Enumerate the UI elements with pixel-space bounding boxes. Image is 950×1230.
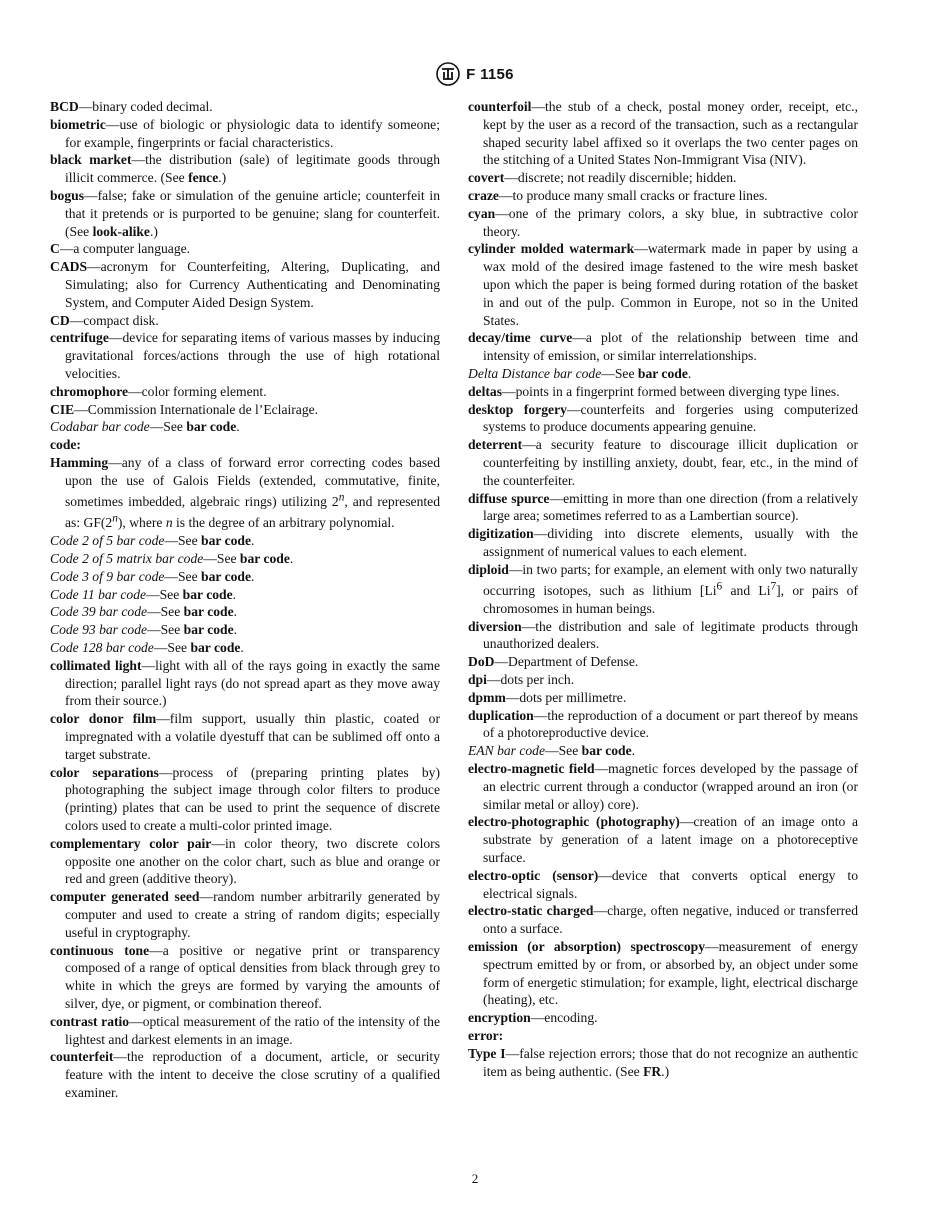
glossary-term: diffuse spurce (468, 490, 550, 506)
glossary-entry (468, 902, 858, 938)
glossary-entry (50, 151, 440, 187)
glossary-definition: —dots per inch. (486, 672, 575, 688)
glossary-term: diploid (468, 561, 509, 577)
glossary-entry (468, 760, 858, 813)
glossary-term: electro-magnetic field (468, 761, 595, 777)
glossary-definition: —color forming element. (128, 383, 267, 399)
glossary-entry (50, 1048, 440, 1101)
glossary-term: Delta Distance bar code (468, 365, 602, 381)
glossary-term: emission (or absorption) spectroscopy (468, 938, 705, 954)
glossary-entry (468, 618, 858, 654)
glossary-term: bogus (50, 187, 85, 203)
glossary-term: Code 128 bar code (50, 639, 154, 655)
glossary-term: EAN bar code (468, 743, 546, 759)
glossary-term: electro-static charged (468, 903, 594, 919)
glossary-definition: —Department of Defense. (494, 654, 639, 670)
right-column (468, 98, 858, 1080)
glossary-definition: —See bar code. (146, 586, 237, 602)
glossary-definition: —binary coded decimal. (78, 99, 213, 114)
glossary-entry (468, 1009, 858, 1027)
glossary-entry (468, 490, 858, 526)
glossary-entry (468, 365, 858, 383)
glossary-entry (50, 116, 440, 152)
glossary-definition: —the reproduction of a document, article, or security feature with the intent to deceive the close scrutiny of a qualified examiner. (65, 1049, 440, 1100)
glossary-entry (50, 550, 440, 568)
glossary-definition: —dividing into discrete elements, usually with the assignment of numerical values to each element. (483, 526, 858, 559)
glossary-entry (468, 813, 858, 866)
glossary-term: BCD (50, 99, 79, 114)
glossary-term: electro-photographic (photography) (468, 814, 680, 830)
glossary-entry (50, 621, 440, 639)
glossary-definition: —any of a class of forward error correcting codes based upon the use of Galois Fields (extended, commutative, finite, sometimes imbedded, algebraic rings) utilizing 2$^n$, and represented as: GF(2$^n$), where n is the degree of an arbitrary polynomial. (65, 454, 440, 531)
glossary-term: biometric (50, 116, 106, 132)
glossary-definition: —See bar code. (147, 622, 238, 638)
glossary-definition: —one of the primary colors, a sky blue, in subtractive color theory. (483, 205, 858, 239)
glossary-entry (50, 401, 440, 419)
glossary-term: cylinder molded watermark (468, 241, 635, 257)
glossary-term: Code 3 of 9 bar code (50, 568, 165, 584)
glossary-definition: —counterfeits and forgeries using computerized systems to produce documents appearing genuine. (483, 401, 858, 435)
glossary-entry (50, 639, 440, 657)
glossary-definition: —See bar code. (601, 365, 692, 381)
glossary-term: counterfeit (50, 1049, 114, 1065)
glossary-definition: —creation of an image onto a substrate by generation of a latent image on a photoreceptive surface. (483, 814, 858, 865)
glossary-term: centrifuge (50, 330, 109, 346)
glossary-entry (50, 603, 440, 621)
glossary-term: diversion (468, 618, 522, 634)
glossary-term: Code 2 of 5 matrix bar code (50, 550, 204, 566)
glossary-term: C (50, 241, 60, 257)
glossary-definition: —the distribution and sale of legitimate products through unauthorized dealers. (483, 618, 858, 652)
glossary-definition: —to produce many small cracks or fracture lines. (498, 187, 768, 203)
glossary-definition: —See bar code. (153, 639, 244, 655)
glossary-term: dpi (468, 672, 487, 688)
glossary-entry (468, 707, 858, 743)
glossary-definition: —device that converts optical energy to electrical signals. (483, 867, 859, 901)
glossary-entry (50, 240, 440, 258)
glossary-definition: —Commission Internationale de l’Eclairage. (74, 401, 319, 417)
glossary-definition: —magnetic forces developed by the passage of an electric current through a conductor (wrapped around an iron (or similar metal or alloy) core). (483, 761, 858, 812)
glossary-term: color separations (50, 764, 159, 780)
glossary-definition: —a security feature to discourage illicit duplication or counterfeiting by instilling anxiety, doubt, fear, etc., in the mind of the counterfeiter. (483, 437, 858, 488)
glossary-entry (468, 525, 858, 561)
glossary-definition: —encoding. (530, 1010, 598, 1026)
glossary-definition: —device for separating items of various masses by inducing gravitational forces/actions through the use of high rotational velocities. (65, 330, 440, 381)
glossary-definition: —a positive or negative print or transparency composed of a range of optical densities from black through grey to white in which the greys are formed by varying the amounts of silver, dye, or pigment, or combination thereof. (65, 942, 441, 1011)
glossary-definition: —charge, often negative, induced or transferred onto a surface. (483, 903, 859, 937)
glossary-term: error: (468, 1027, 504, 1043)
glossary-entry (50, 258, 440, 311)
glossary-entry (468, 671, 858, 689)
glossary-term: cyan (468, 205, 496, 221)
glossary-entry (50, 586, 440, 604)
left-column (50, 98, 440, 1102)
glossary-entry (50, 98, 440, 116)
glossary-entry (50, 657, 440, 710)
page-number: 2 (471, 1171, 479, 1186)
page-header (0, 62, 950, 86)
glossary-entry (50, 710, 440, 763)
glossary-entry (468, 1045, 858, 1081)
glossary-definition: —optical measurement of the ratio of the intensity of the lightest and darkest elements in an image. (65, 1013, 440, 1047)
glossary-definition: —the reproduction of a document or part thereof by means of a photoreproductive device. (483, 707, 858, 741)
glossary-term: dpmm (468, 689, 506, 705)
glossary-entry (50, 436, 440, 454)
glossary-term: CD (50, 312, 70, 328)
glossary-definition: —false; fake or simulation of the genuine article; counterfeit in that it pretends or is purported to be genuine; slang for counterfeit. (See look-alike.) (65, 187, 440, 239)
glossary-entry (50, 532, 440, 550)
glossary-entry (50, 312, 440, 330)
glossary-term: counterfoil (468, 99, 532, 114)
glossary-term: encryption (468, 1010, 531, 1026)
glossary-definition: —emitting in more than one direction (from a relatively large area; sometimes referred to as a Lambertian source). (483, 490, 858, 524)
glossary-term: duplication (468, 707, 534, 723)
glossary-definition: —watermark made in paper by using a wax mold of the desired image fastened to the wire mesh basket upon which the paper is being formed during rotation of the basket in and out of the pulp. Common in Europe, not so in the United States. (483, 241, 858, 328)
glossary-definition: —compact disk. (69, 312, 159, 328)
glossary-entry (468, 436, 858, 489)
glossary-definition: —light with all of the rays going in exactly the same direction; parallel light rays (do not spread apart as they move away from their source.) (65, 657, 440, 709)
glossary-term: craze (468, 187, 499, 203)
glossary-entry (50, 1013, 440, 1049)
glossary-term: covert (468, 170, 505, 186)
standard-designation: F 1156 (466, 65, 514, 83)
glossary-term: CADS (50, 259, 88, 275)
glossary-term: Code 11 bar code (50, 586, 147, 602)
glossary-entry (468, 169, 858, 187)
glossary-definition: —the stub of a check, postal money order, receipt, etc., kept by the user as a record of the transaction, such as a rectangular shaped security label affixed so it overlaps the two center pages on the stitching of a United States Non-Immigrant Visa (NIV). (483, 99, 858, 168)
glossary-term: desktop forgery (468, 401, 567, 417)
glossary-term: collimated light (50, 657, 142, 673)
glossary-entry (468, 653, 858, 671)
glossary-entry (50, 835, 440, 888)
glossary-term: electro-optic (sensor) (468, 867, 599, 883)
glossary-term: CIE (50, 401, 75, 417)
glossary-entry (468, 187, 858, 205)
glossary-entry (50, 383, 440, 401)
glossary-term: Code 93 bar code (50, 622, 148, 638)
glossary-term: Code 2 of 5 bar code (50, 533, 165, 549)
astm-logo-icon (436, 62, 460, 86)
glossary-term: Codabar bar code (50, 419, 150, 435)
glossary-definition: —in color theory, two discrete colors opposite one another on the color chart, such as blue and orange or red and green (additive theory). (65, 835, 440, 887)
glossary-entry (468, 742, 858, 760)
glossary-term: color donor film (50, 711, 157, 727)
glossary-definition: —random number arbitrarily generated by computer and used to create a string of random digits; especially useful in cryptography. (65, 889, 440, 940)
glossary-term: complementary color pair (50, 835, 212, 851)
glossary-entry (50, 568, 440, 586)
glossary-entry (468, 401, 858, 437)
glossary-entry (50, 942, 440, 1013)
glossary-term: deltas (468, 383, 502, 399)
glossary-term: code: (50, 437, 81, 453)
glossary-definition: —a plot of the relationship between time and intensity of emission, or similar interrelationships. (483, 330, 859, 364)
glossary-definition: —use of biologic or physiologic data to identify someone; for example, fingerprints or facial characteristics. (65, 116, 440, 150)
glossary-entry (468, 329, 858, 365)
glossary-definition: —See bar code. (164, 568, 255, 584)
glossary-term: continuous tone (50, 942, 150, 958)
glossary-entry (468, 383, 858, 401)
glossary-entry (50, 418, 440, 436)
glossary-definition: —See bar code. (149, 419, 240, 435)
glossary-definition: —discrete; not readily discernible; hidden. (504, 170, 737, 186)
glossary-entry (50, 187, 440, 240)
glossary-entry (468, 98, 858, 169)
glossary-definition: —process of (preparing printing plates by) photographing the subject image through color filters to produce (printing) plates that can be used to print the sequence of discrete colors used to create a multi-color printed image. (65, 764, 440, 833)
glossary-definition: —See bar code. (164, 533, 255, 549)
glossary-entry (468, 561, 858, 618)
glossary-term: deterrent (468, 437, 523, 453)
glossary-definition: —film support, usually thin plastic, coated or impregnated with a volatile dyestuff that can be sublimed off onto a target substrate. (65, 711, 440, 762)
glossary-entry (468, 689, 858, 707)
glossary-term: DoD (468, 654, 495, 670)
glossary-term: Type I (468, 1045, 506, 1061)
glossary-term: decay/time curve (468, 330, 573, 346)
glossary-definition: —acronym for Counterfeiting, Altering, Duplicating, and Simulating; also for Currency Authenticating and Denominating System, and Computer Aided Design System. (65, 259, 440, 310)
glossary-definition: —dots per millimetre. (505, 689, 627, 705)
glossary-definition: —See bar code. (545, 743, 636, 759)
glossary-entry (468, 867, 858, 903)
glossary-term: contrast ratio (50, 1013, 130, 1029)
glossary-term: black market (50, 152, 132, 168)
glossary-term: chromophore (50, 383, 129, 399)
glossary-entry (468, 1027, 858, 1045)
glossary-definition: —See bar code. (203, 550, 294, 566)
glossary-entry (468, 938, 858, 1009)
glossary-definition: —points in a fingerprint formed between diverging type lines. (501, 383, 840, 399)
glossary-definition: —a computer language. (59, 241, 191, 257)
glossary-definition: —See bar code. (147, 604, 238, 620)
glossary-term: Hamming (50, 454, 109, 470)
glossary-entry (50, 888, 440, 941)
glossary-term: computer generated seed (50, 889, 200, 905)
glossary-term: digitization (468, 526, 534, 542)
glossary-entry (468, 205, 858, 241)
glossary-entry (50, 764, 440, 835)
glossary-definition: —measurement of energy spectrum emitted by or from, or absorbed by, an object under some form of energetic stimulation; for example, light, electrical discharge (heating), etc. (483, 938, 858, 1008)
glossary-entry (468, 240, 858, 329)
glossary-entry (50, 454, 440, 532)
glossary-definition: —in two parts; for example, an element with only two naturally occurring isotopes, such as lithium [Li$^6$ and Li$^7$], or pairs of chromosomes in human beings. (483, 561, 858, 616)
glossary-term: Code 39 bar code (50, 604, 148, 620)
glossary-definition: —the distribution (sale) of legitimate goods through illicit commerce. (See fence.) (65, 152, 440, 186)
glossary-entry (50, 329, 440, 382)
glossary-definition: —false rejection errors; those that do not recognize an authentic item as being authentic. (See FR.) (483, 1045, 858, 1079)
